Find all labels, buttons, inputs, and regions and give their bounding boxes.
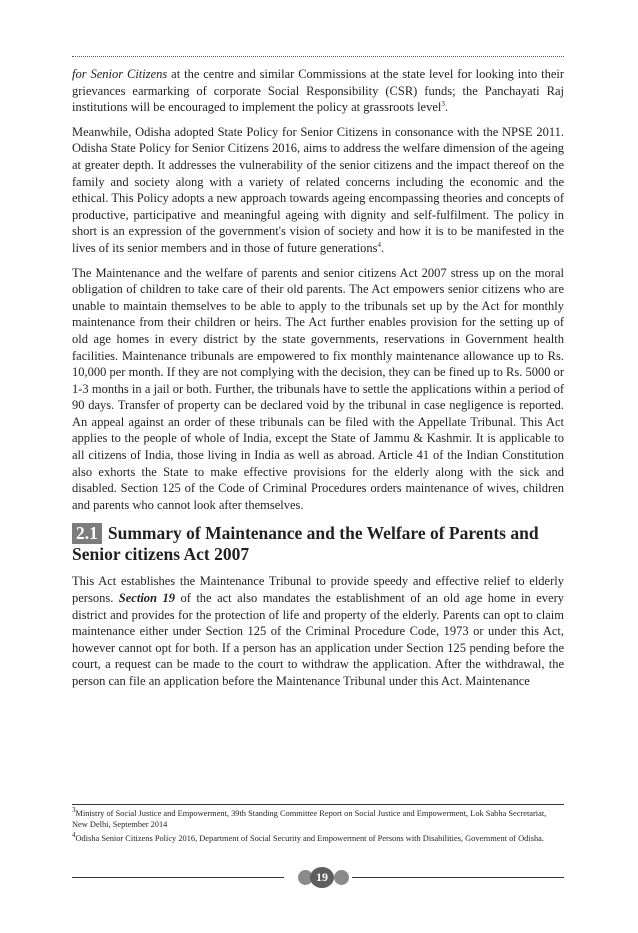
- footer-rule-left: [72, 877, 284, 878]
- paragraph-1-italic-lead: for Senior Citizens: [72, 67, 168, 81]
- footnote-ref-4: 4: [377, 240, 381, 249]
- paragraph-4-before: This Act establishes the Maintenance Tribunal to provide speedy and effective relief to elderly persons.: [72, 574, 564, 606]
- footnote-3-mark: 3: [72, 806, 76, 815]
- page-footer: [72, 866, 564, 890]
- paragraph-4-after: of the act also mandates the establishment of an old age home in every district and provides for the protection of life and property of the elderly. Parents can opt to claim maintenance either under Section 125 of the Criminal Procedure Code, 1973 or under this Act, however cannot opt for both. If a person has an application under Section 125 pending before the court, a request can be made to the court to withdraw the application. After the withdrawal, the person can file an application before the Maintenance Tribunal under this Act. Maintenance: [72, 591, 564, 688]
- section-number: 2.1: [72, 523, 102, 544]
- paragraph-2-end: .: [380, 240, 385, 255]
- paragraph-4: [72, 573, 564, 689]
- paragraph-2-text: Meanwhile, Odisha adopted State Policy for Senior Citizens in consonance with the NPSE 2011. Odisha State Policy for Senior Citizens 2016, aims to address the welfare dimension of the ageing at greater depth. It addresses the vulnerability of the senior citizens and the impact thereof on the family and society along with a variety of related concerns including the economic and the ethical. This Policy adopts a new approach towards ageing encompassing theories and concepts of productive, participative and meaningful ageing with dignity and self-fulfilment. The policy in short is an expression of the government's vision of society and how it is to be manifested in the lives of its senior members and in those of future generations: [72, 124, 564, 255]
- section-19-reference: Section 19: [118, 591, 175, 606]
- footnote-ref-3: 3: [441, 100, 445, 109]
- page-body: [72, 66, 564, 698]
- section-title: Summary of Maintenance and the Welfare of Parents and Senior citizens Act 2007: [72, 523, 539, 565]
- paragraph-1: [72, 66, 564, 116]
- footnote-rule: [72, 804, 564, 805]
- footer-rule-right: [352, 877, 564, 878]
- footer-dot-right: [334, 870, 349, 885]
- paragraph-1-text: at the centre and similar Commissions at the state level for looking into their grievances earmarking of corporate Social Responsibility (CSR) funds; the Panchayati Raj institutions will be encouraged to implement the policy at grassroots level: [72, 67, 564, 115]
- top-dotted-rule: [72, 56, 564, 57]
- footnote-3-text: Ministry of Social Justice and Empowerment, 39th Standing Committee Report on Social Justice and Empowerment, Lok Sabha Secretariat, New Delhi, September 2014: [72, 809, 547, 829]
- page-number: 19: [310, 867, 334, 888]
- footnote-4-mark: 4: [72, 831, 76, 840]
- footnotes: [72, 808, 564, 847]
- section-heading: [72, 523, 564, 565]
- footnote-4: [72, 833, 564, 844]
- paragraph-2: [72, 124, 564, 257]
- footnote-4-text: Odisha Senior Citizens Policy 2016, Department of Social Security and Empowerment of Persons with Disabilities, Government of Odisha.: [75, 834, 544, 843]
- paragraph-3: The Maintenance and the welfare of parents and senior citizens Act 2007 stress up on the moral obligation of children to take care of their old parents. The Act empowers senior citizens who are unable to maintain themselves to be able to apply to the tribunals set up by the Act for monthly maintenance from their children or heirs. The Act further enables provision for the setting up of old age homes in every district by the state governments, reservations in Government health facilities. Maintenance tribunals are empowered to fix monthly maintenance allowance up to Rs. 10,000 per month. If they are not complying with the decision, they can be fined up to Rs. 5000 or 1-3 months in a jail or both. Further, the tribunals have to settle the applications within a period of 90 days. Transfer of property can be declared void by the tribunal in case negligence is reported. An appeal against an order of these tribunals can be filed with the Appellate Tribunal. This Act applies to the people of whole of India, except the State of Jammu & Kashmir. It is applicable to all citizens of India, those living in India as well as abroad. Article 41 of the Indian Constitution also exhorts the State to make effective provisions for the elderly along with the sick and disabled. Section 125 of the Code of Criminal Procedures orders maintenance of wives, children and parents who cannot look after themselves.: [72, 265, 564, 512]
- footnote-3: [72, 808, 564, 830]
- paragraph-1-end: .: [444, 100, 448, 115]
